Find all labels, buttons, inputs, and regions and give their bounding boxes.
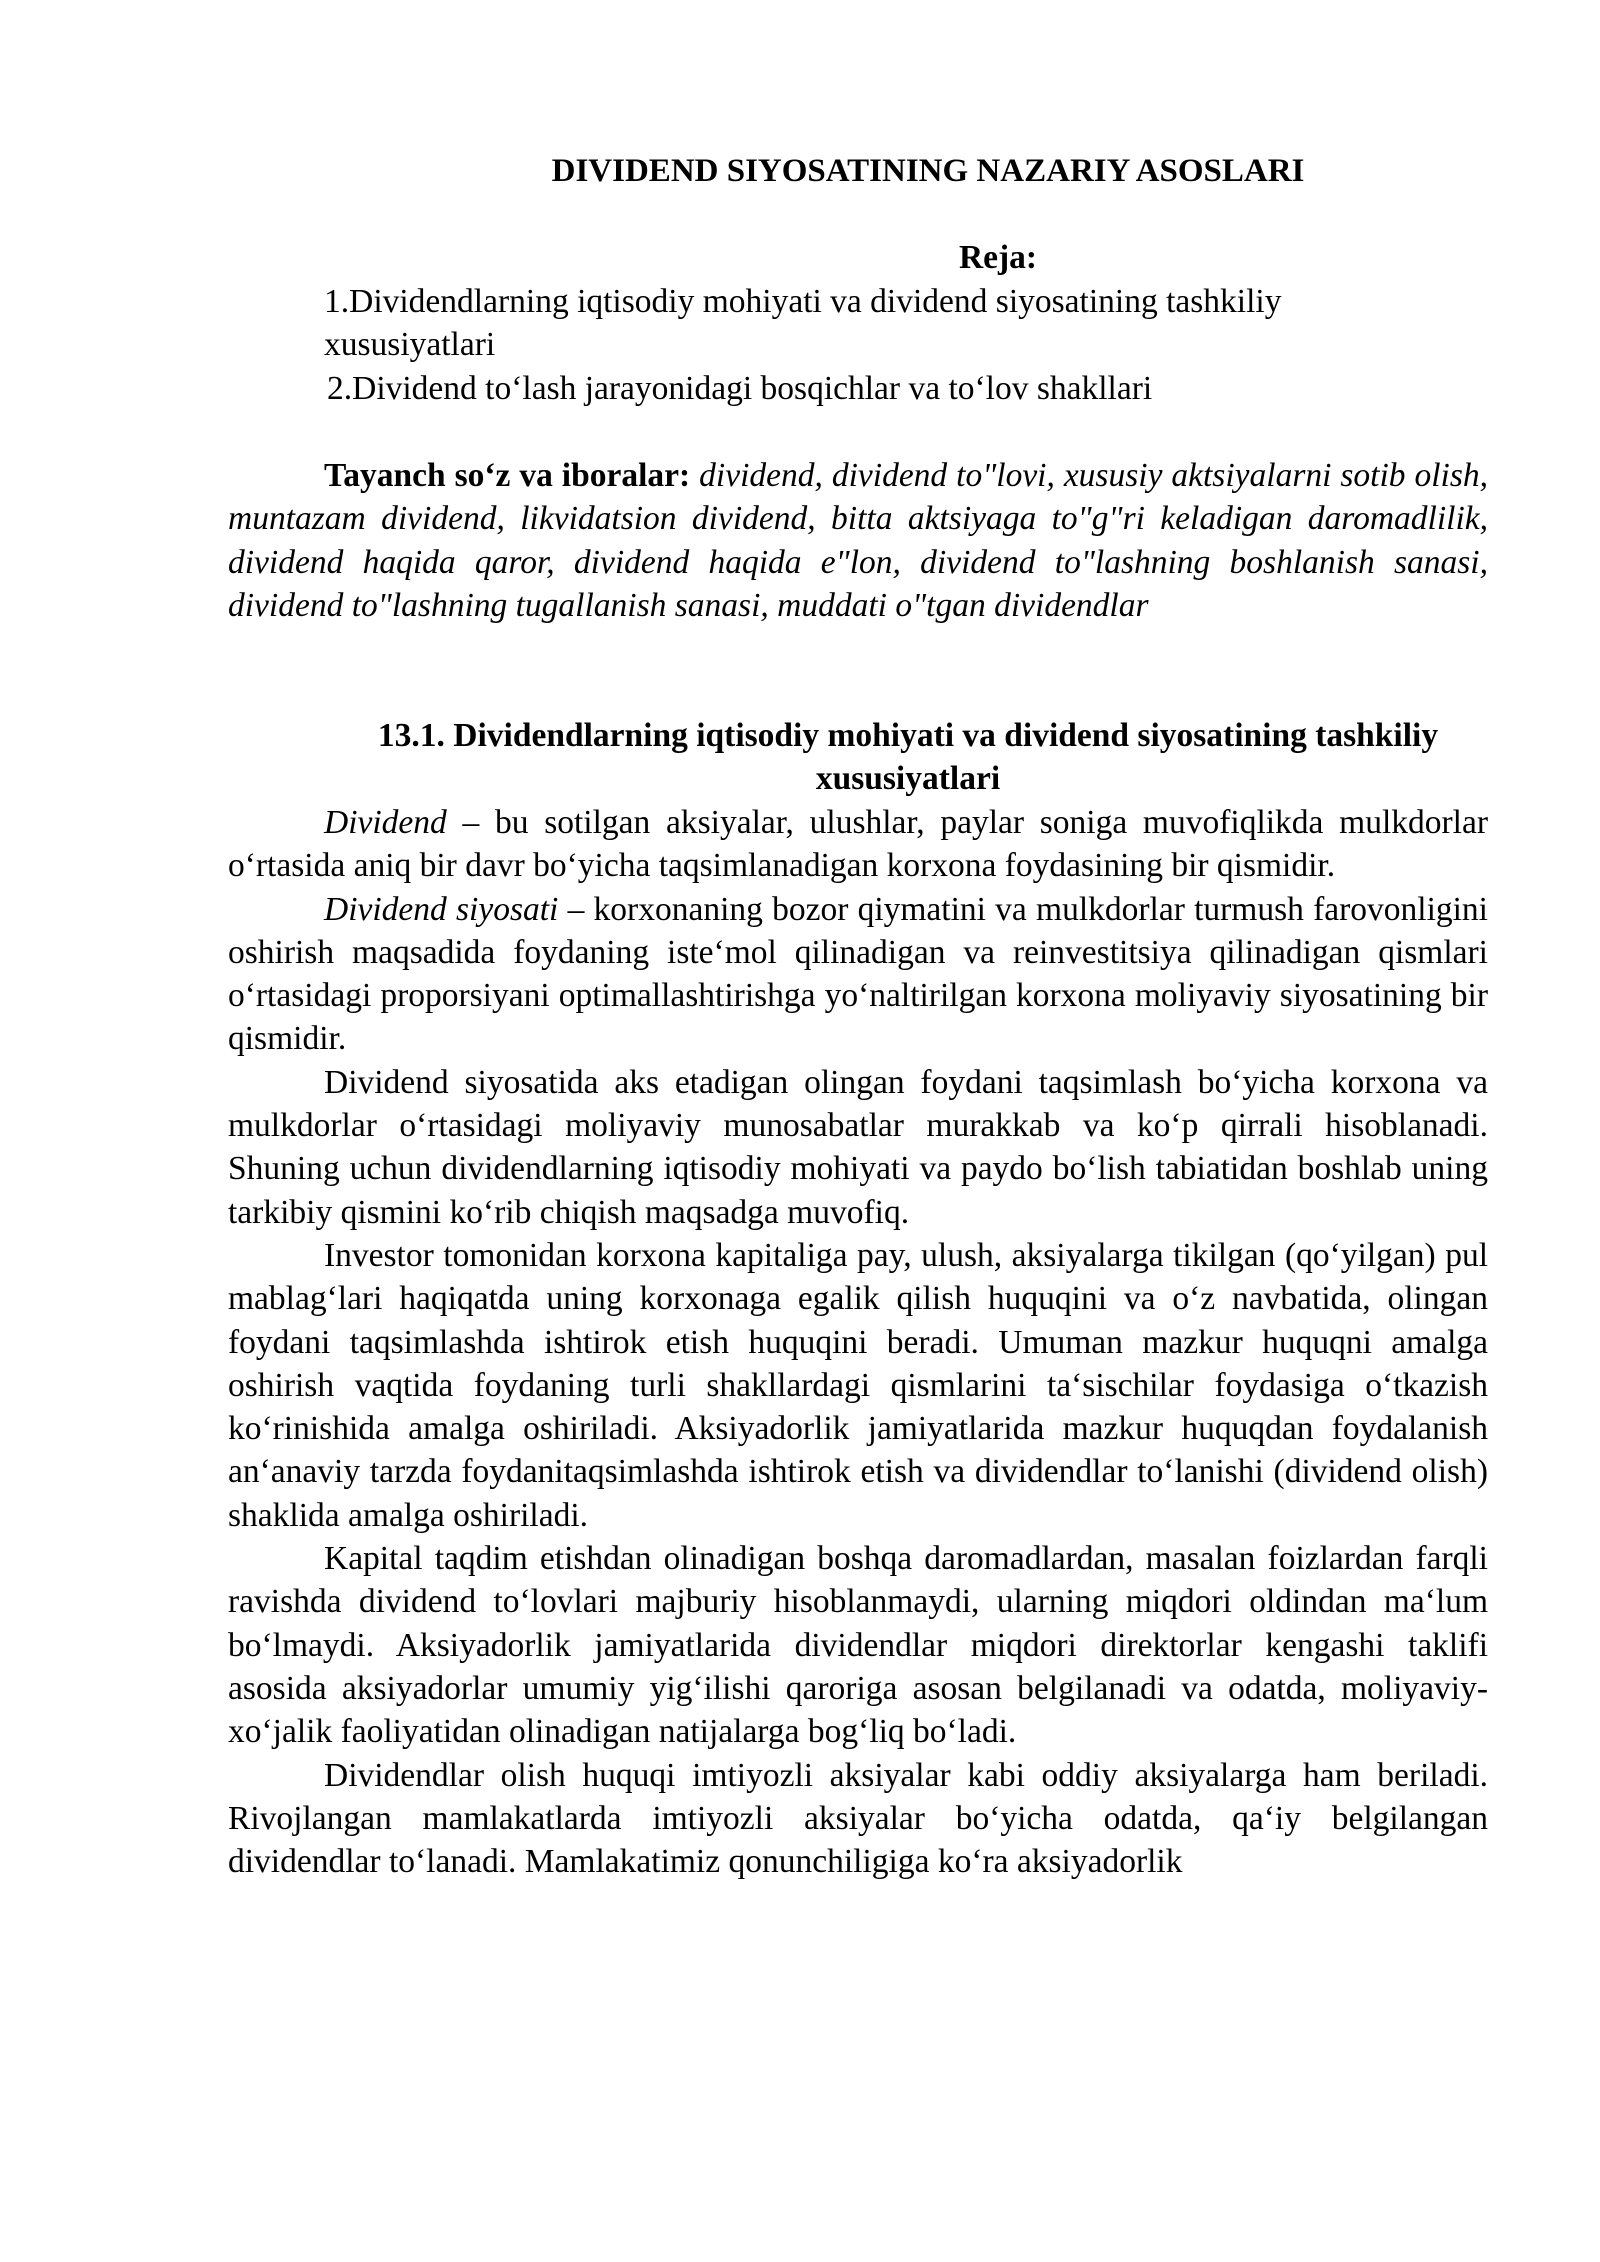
keywords-paragraph (228, 454, 1488, 627)
paragraph (228, 888, 1488, 1061)
paragraph-text: – korxonaning bozor qiymatini va mulkdorlar turmush farovonligini oshirish maqsadida foydaning iste‘mol qilinadigan va reinvestitsiya qilinadigan qismlari o‘rtasidagi proporsiyani optimallashtirishga yo‘naltirilgan korxona moliyaviy siyosatining bir qismidir. (228, 890, 1488, 1058)
keywords-label: Tayanch so‘z va iboralar: (324, 457, 691, 494)
section-title: 13.1. Dividendlarning iqtisodiy mohiyati va dividend siyosatining tashkiliy xususiyatlari (377, 717, 1439, 798)
paragraph (228, 1061, 1488, 1234)
plan-item-1: 1.Dividendlarning iqtisodiy mohiyati va dividend siyosatining tashkiliy xususiyatlari (324, 283, 1282, 364)
body-text (228, 801, 1488, 1883)
plan-heading: Reja: (958, 239, 1038, 276)
paragraph-text: Investor tomonidan korxona kapitaliga pay, ulush, aksiyalarga tikilgan (qo‘yilgan) pul mablag‘lari haqiqatda uning korxonaga egalik qilish huquqini va o‘z navbatida, olingan foydani taqsimlashda ishtirok etish huquqini beradi. Umuman mazkur huquqni amalga oshirish vaqtida foydaning turli shakllardagi qismlarini ta‘sischilar foydasiga o‘tkazish ko‘rinishida amalga oshiriladi. Aksiyadorlik jamiyatlarida mazkur huquqdan foydalanish an‘anaviy tarzda foydanitaqsimlashda ishtirok etish va dividendlar to‘lanishi (dividend olish) shaklida amalga oshiriladi. (228, 1236, 1488, 1534)
plan-item-2: 2.Dividend to‘lash jarayonidagi bosqichlar va to‘lov shakllari (327, 369, 1153, 407)
paragraph-text: Dividend siyosatida aks etadigan olingan foydani taqsimlash bo‘yicha korxona va mulkdorlar o‘rtasidagi moliyaviy munosabatlar murakkab va ko‘p qirrali hisoblanadi. Shuning uchun dividendlarning iqtisodiy mohiyati va paydo bo‘lish tabiatidan boshlab uning tarkibiy qismini ko‘rib chiqish maqsadga muvofiq. (228, 1063, 1488, 1231)
keywords-text: dividend, dividend to"lovi, xususiy aktsiyalarni sotib olish, muntazam dividend, likvidatsion dividend, bitta aktsiyaga to"g"ri keladigan daromadlilik, dividend haqida qaror, dividend haqida e"lon, dividend to"lashning boshlanish sanasi, dividend to"lashning tugallanish sanasi, muddati o"tgan dividendlar (228, 457, 1488, 624)
paragraph-term: Dividend siyosati (324, 890, 559, 928)
plan-list (324, 280, 1424, 410)
paragraph-text: Dividendlar olish huquqi imtiyozli aksiyalar kabi oddiy aksiyalarga ham beriladi. Rivojlangan mamlakatlarda imtiyozli aksiyalar bo‘yicha odatda, qa‘iy belgilangan dividendlar to‘lanadi. Mamlakatimiz qonunchiligiga ko‘ra aksiyadorlik (228, 1756, 1488, 1881)
paragraph (228, 1754, 1488, 1884)
paragraph-text: – bu sotilgan aksiyalar, ulushlar, paylar soniga muvofiqlikda mulkdorlar o‘rtasida aniq bir davr bo‘yicha taqsimlanadigan korxona foydasining bir qismidir. (228, 804, 1488, 885)
paragraph (228, 1537, 1488, 1753)
paragraph-term: Dividend (324, 804, 447, 841)
paragraph-text: Kapital taqdim etishdan olinadigan boshqa daromadlardan, masalan foizlardan farqli ravishda dividend to‘lovlari majburiy hisoblanmaydi, ularning miqdori oldindan ma‘lum bo‘lmaydi. Aksiyadorlik jamiyatlarida dividendlar miqdori direktorlar kengashi taklifi asosida aksiyadorlar umumiy yig‘ilishi qaroriga asosan belgilanadi va odatda, moliyaviy-xo‘jalik faoliyatidan olinadigan natijalarga bog‘liq bo‘ladi. (228, 1540, 1488, 1751)
paragraph (228, 801, 1488, 888)
paragraph (228, 1234, 1488, 1537)
document-title: DIVIDEND SIYOSATINING NAZARIY ASOSLARI (551, 153, 1305, 189)
